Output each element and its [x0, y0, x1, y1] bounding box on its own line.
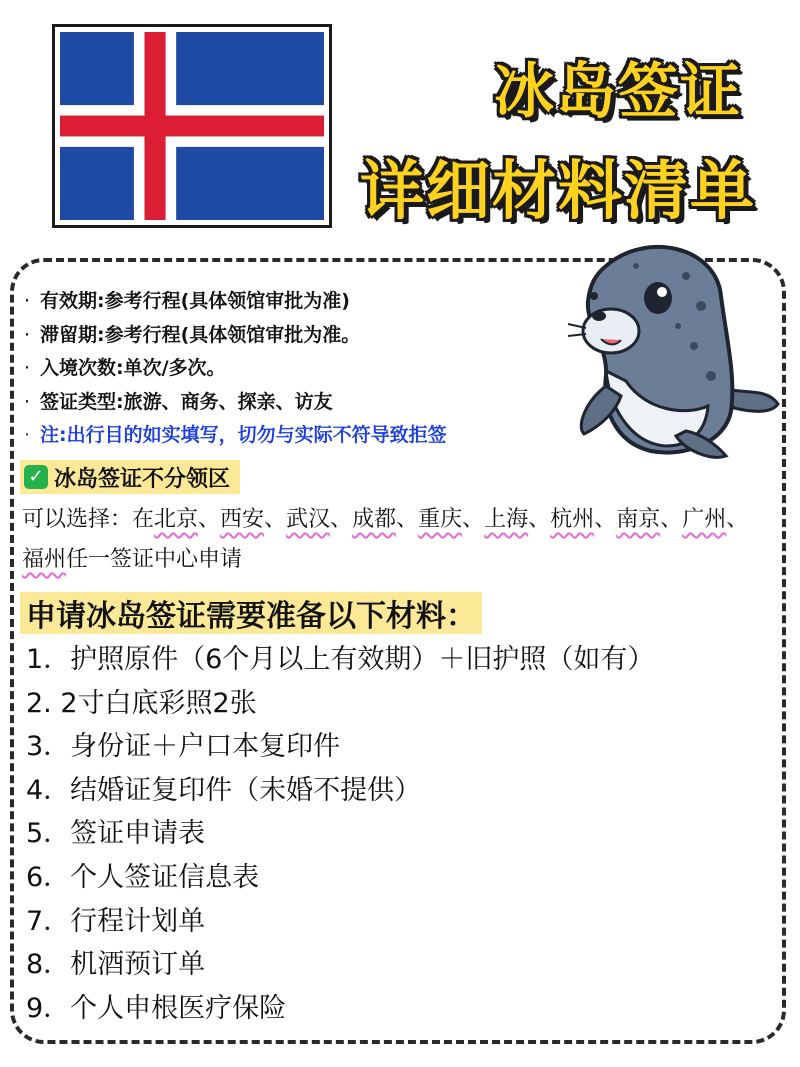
city-suffix: 任一签证中心申请 — [66, 547, 243, 572]
material-item: 3．身份证＋户口本复印件 — [26, 731, 341, 763]
city-prefix: 可以选择：在 — [22, 507, 155, 532]
city: 北京 — [154, 507, 199, 532]
visa-info-list — [24, 285, 447, 453]
region-heading — [20, 460, 240, 494]
bullet: · — [24, 424, 31, 446]
material-item: 5．签证申请表 — [26, 818, 206, 850]
separator: 、 — [594, 507, 617, 532]
check-icon: ✓ — [24, 465, 48, 489]
page-title-line2: 详细材料清单 — [360, 155, 756, 229]
material-item: 6．个人签证信息表 — [26, 861, 260, 893]
materials-heading: 申请冰岛签证需要准备以下材料： — [20, 592, 482, 634]
city: 杭州 — [550, 507, 595, 532]
info-text: 签证类型:旅游、商务、探亲、访友 — [40, 390, 333, 413]
bullet: · — [24, 357, 31, 379]
material-item: 8．机酒预订单 — [26, 949, 206, 981]
bullet: · — [24, 290, 31, 312]
city: 南京 — [616, 507, 661, 532]
info-item-type — [24, 386, 447, 420]
city: 武汉 — [286, 507, 331, 532]
info-item-entries — [24, 352, 447, 386]
info-text: 滞留期:参考行程(具体领馆审批为准。 — [40, 323, 361, 346]
material-item: 7．行程计划单 — [26, 905, 206, 937]
seal-mascot-illustration — [566, 236, 788, 468]
info-item-note — [24, 419, 447, 453]
bullet: · — [24, 390, 31, 413]
city-list-text — [22, 500, 762, 580]
info-item-validity — [24, 285, 447, 319]
separator: 、 — [396, 507, 419, 532]
info-item-stay — [24, 319, 447, 353]
material-item: 9．个人申根医疗保险 — [26, 992, 287, 1024]
material-item: 2. 2寸白底彩照2张 — [26, 687, 257, 719]
city: 西安 — [220, 507, 265, 532]
page-title-line1: 冰岛签证 — [494, 57, 742, 127]
city: 广州 — [682, 507, 727, 532]
separator: 、 — [264, 507, 287, 532]
materials-list — [26, 638, 654, 1030]
separator: 、 — [660, 507, 683, 532]
city: 重庆 — [418, 507, 463, 532]
city: 上海 — [484, 507, 529, 532]
material-item: 4．结婚证复印件（未婚不提供） — [26, 774, 422, 806]
region-heading-text: 冰岛签证不分领区 — [54, 466, 231, 492]
iceland-flag — [52, 24, 332, 228]
iceland-flag-graphic — [60, 32, 324, 220]
city: 成都 — [352, 507, 397, 532]
bullet: · — [24, 323, 31, 346]
material-item: 1．护照原件（6个月以上有效期）＋旧护照（如有） — [26, 644, 655, 675]
separator: 、 — [462, 507, 485, 532]
info-text: 注:出行目的如实填写，切勿与实际不符导致拒签 — [40, 424, 447, 446]
separator: 、 — [330, 507, 353, 532]
separator: 、 — [528, 507, 551, 532]
city: 福州 — [22, 547, 67, 572]
separator: 、 — [726, 507, 749, 532]
separator: 、 — [198, 507, 221, 532]
info-text: 有效期:参考行程(具体领馆审批为准) — [40, 290, 350, 312]
info-text: 入境次数:单次/多次。 — [40, 357, 226, 379]
